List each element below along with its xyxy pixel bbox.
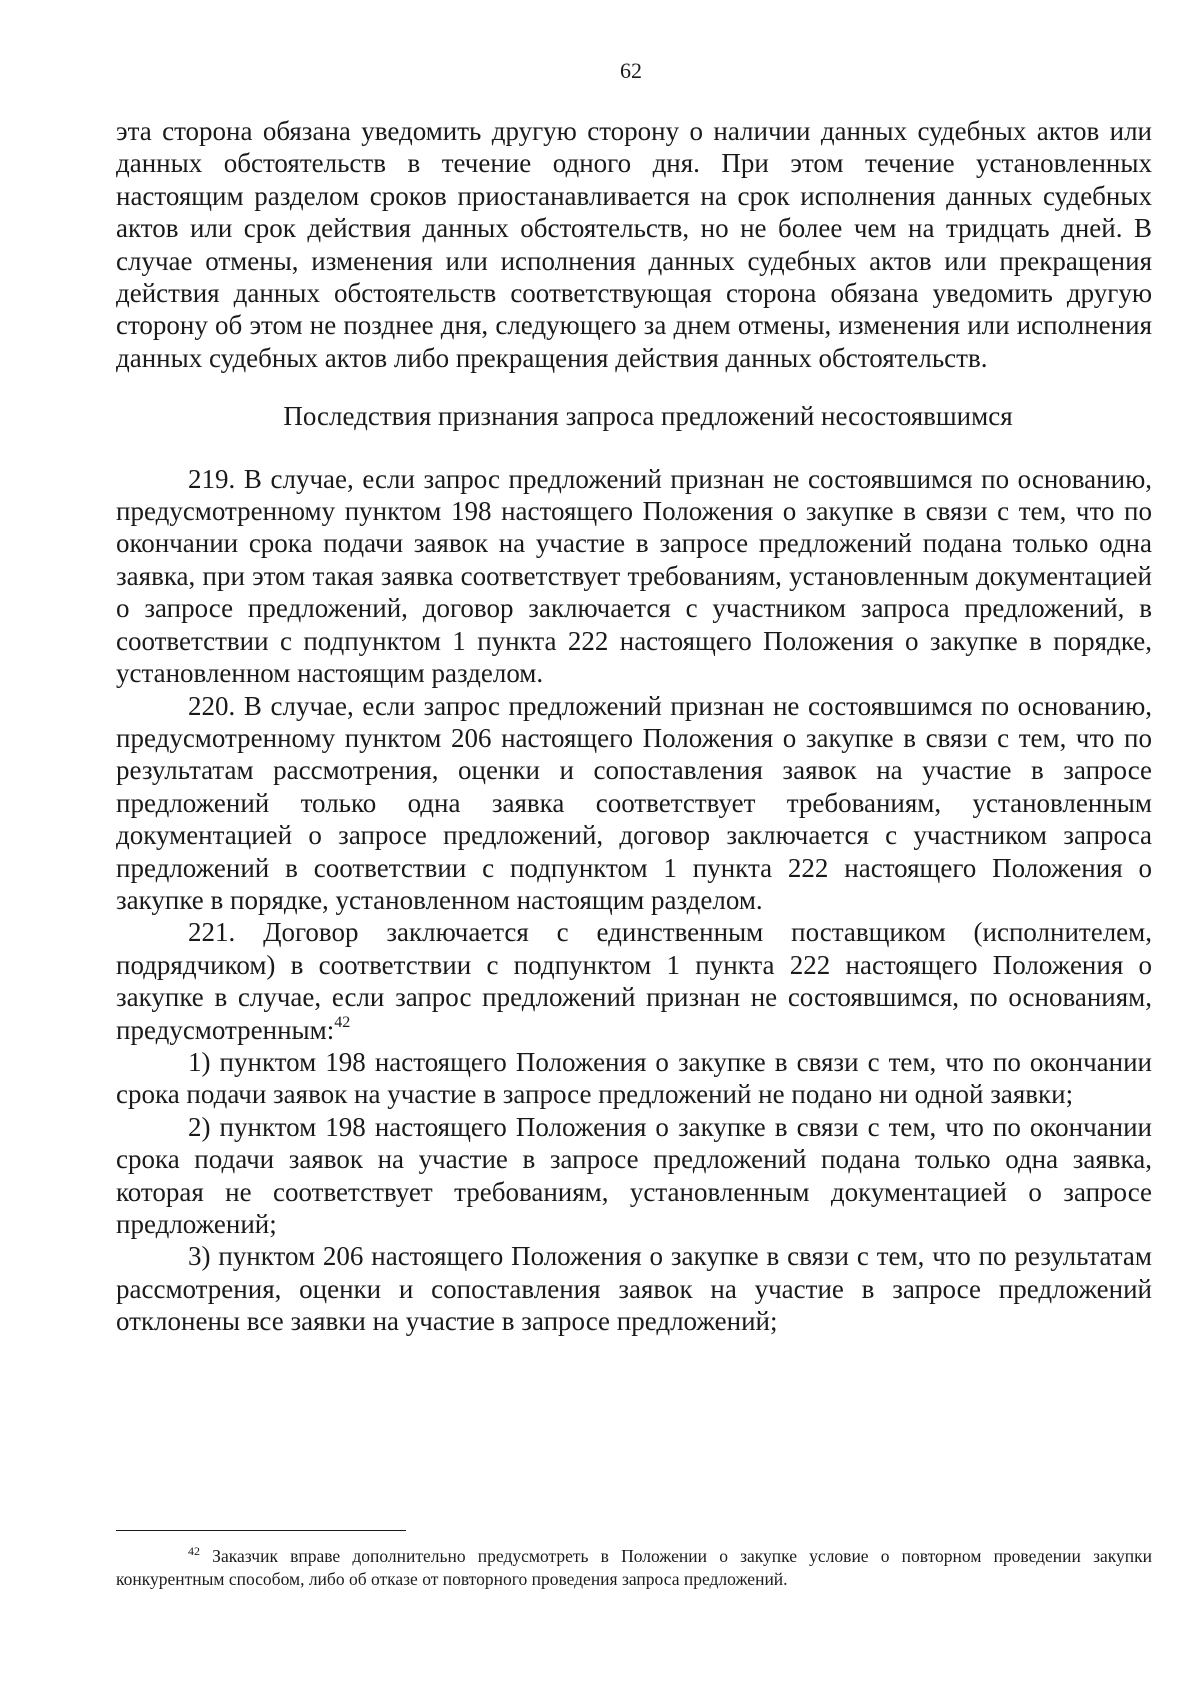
section-heading: Последствия признания запроса предложений несостоявшимся <box>283 401 1013 432</box>
paragraph-221-text: 221. Договор заключается с единственным поставщиком (исполнителем, подрядчиком) в соответствии с подпунктом 1 пункта 222 настоящего Положения о закупке в случае, если запрос предложений признан не состоявшимся, по основаниям, предусмотренным: <box>116 917 1152 1045</box>
footnote-text: Заказчик вправе дополнительно предусмотреть в Положении о закупке условие о повторном проведении закупки конкурентным способом, либо об отказе от повторного проведения запроса предложений. <box>116 1546 1152 1589</box>
paragraph-221 <box>116 916 1152 1046</box>
footnote-divider <box>116 1530 406 1531</box>
footnote-number: 42 <box>188 1544 200 1558</box>
footnote <box>116 1545 1152 1591</box>
footnote-reference[interactable]: 42 <box>334 1013 351 1031</box>
paragraph-220: 220. В случае, если запрос предложений признан не состоявшимся по основанию, предусмотренному пунктом 206 настоящего Положения о закупке в связи с тем, что по результатам рассмотрения, оценки и сопоставления заявок на участие в запросе предложений только одна заявка соответствует требованиям, установленным документацией о запросе предложений, договор заключается с участником запроса предложений в соответствии с подпунктом 1 пункта 222 настоящего Положения о закупке в порядке, установленном настоящим разделом. <box>116 690 1152 915</box>
list-item-3: 3) пунктом 206 настоящего Положения о закупке в связи с тем, что по результатам рассмотрения, оценки и сопоставления заявок на участие в запросе предложений отклонены все заявки на участие в запросе предложений; <box>116 1241 1152 1337</box>
paragraph-219: 219. В случае, если запрос предложений признан не состоявшимся по основанию, предусмотренному пунктом 198 настоящего Положения о закупке в связи с тем, что по окончании срока подачи заявок на участие в запросе предложений подана только одна заявка, при этом такая заявка соответствует требованиям, установленным документацией о запросе предложений, договор заключается с участником запроса предложений, в соответствии с подпунктом 1 пункта 222 настоящего Положения о закупке в порядке, установленном настоящим разделом. <box>116 463 1152 689</box>
document-body <box>116 115 1152 1338</box>
list-item-2: 2) пунктом 198 настоящего Положения о закупке в связи с тем, что по окончании срока подачи заявок на участие в запросе предложений подана только одна заявка, которая не соответствует требованиям, установленным документацией о запросе предложений; <box>116 1111 1152 1239</box>
paragraph-intro: эта сторона обязана уведомить другую сторону о наличии данных судебных актов или данных обстоятельств в течение одного дня. При этом течение установленных настоящим разделом сроков приостанавливается на срок исполнения данных судебных актов или срок действия данных обстоятельств, но не более чем на тридцать дней. В случае отмены, изменения или исполнения данных судебных актов или прекращения действия данных обстоятельств соответствующая сторона обязана уведомить другую сторону об этом не позднее дня, следующего за днем отмены, изменения или исполнения данных судебных актов либо прекращения действия данных обстоятельств. <box>116 116 1152 373</box>
list-item-1: 1) пунктом 198 настоящего Положения о закупке в связи с тем, что по окончании срока подачи заявок на участие в запросе предложений не подано ни одной заявки; <box>116 1046 1152 1110</box>
page-number: 62 <box>620 58 642 83</box>
